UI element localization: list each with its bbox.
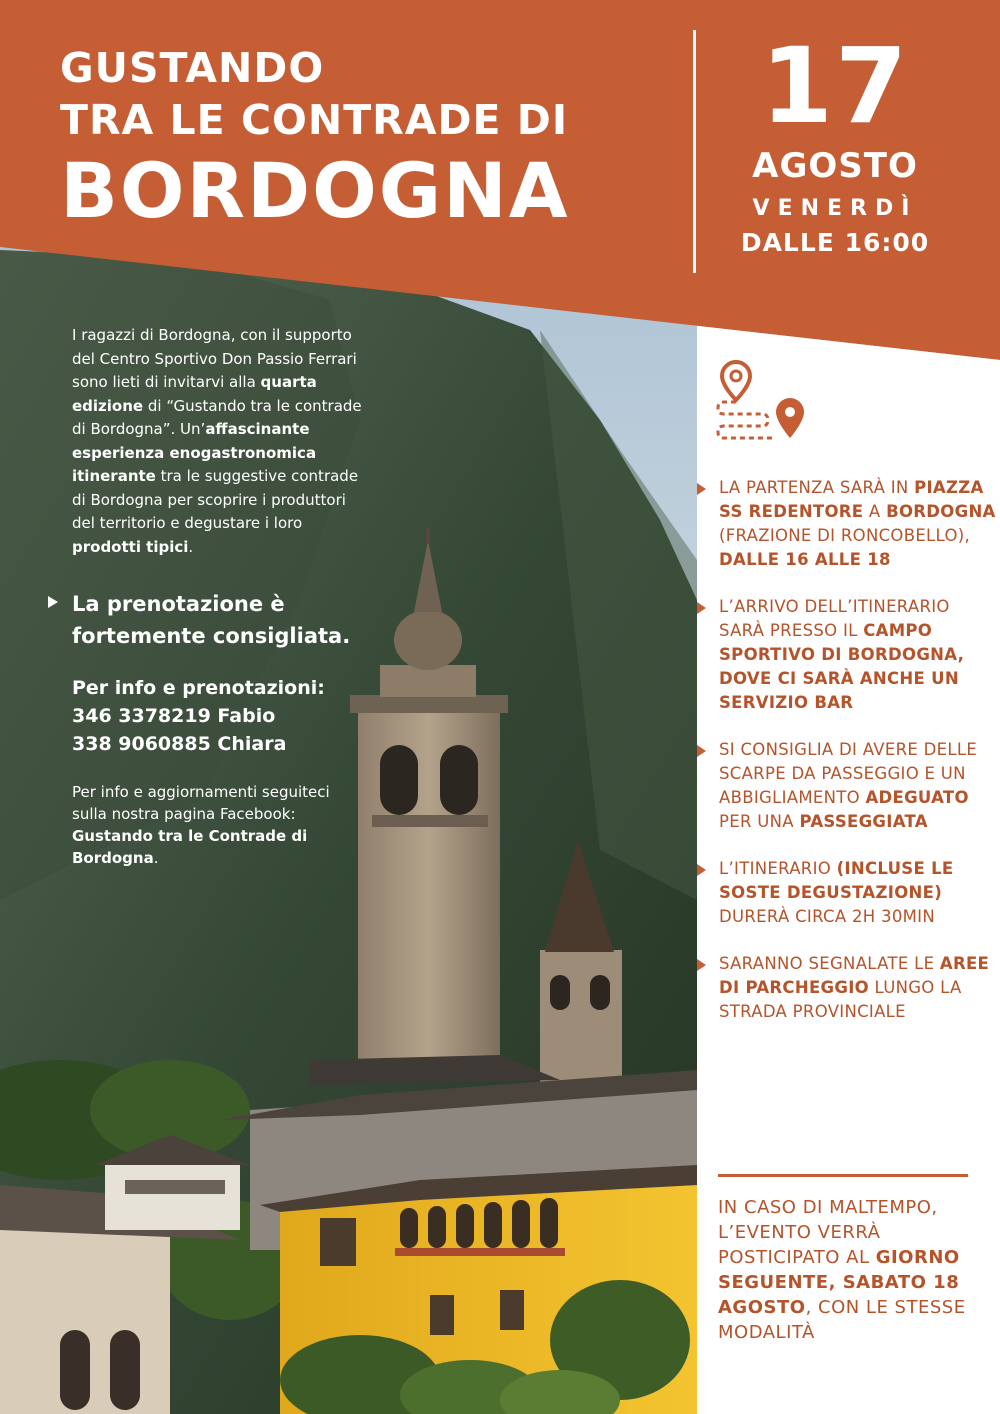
weather-text: , CON LE STESSE MODALITÀ <box>718 1297 966 1343</box>
info-text: LUNGO LA STRADA PROVINCIALE <box>719 978 962 1021</box>
title-line-2: TRA LE CONTRADE DI <box>60 96 569 144</box>
contacts-heading: Per info e prenotazioni: <box>72 677 325 699</box>
weather-note <box>718 1195 988 1345</box>
arrow-bullet-icon <box>697 864 706 876</box>
intro-bold: affascinante esperienza enogastronomica itinerante <box>72 420 317 485</box>
event-day: 17 <box>760 25 910 147</box>
info-text: L’ITINERARIO <box>719 859 837 878</box>
info-text: LA PARTENZA SARÀ IN <box>719 478 915 497</box>
info-bold: (INCLUSE LE SOSTE DEGUSTAZIONE) <box>719 859 954 902</box>
info-bold: ADEGUATO <box>865 788 969 807</box>
intro-part: tra le suggestive contrade di Bordogna per scoprire i produttori del territorio e degustare i loro <box>72 467 359 532</box>
right-panel-cap <box>697 326 1000 360</box>
info-text: PER UNA <box>719 812 800 831</box>
info-item-parking <box>697 952 1000 1024</box>
intro-part: I ragazzi di Bordogna, con il supporto del Centro Sportivo Don Passio Ferrari sono lieti di invitarvi alla <box>72 326 357 391</box>
info-item-shoes <box>697 738 1000 834</box>
header-divider <box>693 30 696 273</box>
event-month: AGOSTO <box>752 146 918 186</box>
date-block <box>700 25 970 260</box>
info-text: DURERÀ CIRCA 2H 30MIN <box>719 907 935 926</box>
info-bold: AREE DI PARCHEGGIO <box>719 954 990 997</box>
intro-part: . <box>188 537 194 556</box>
facebook-text: Per info e aggiornamenti seguiteci sulla nostra pagina Facebook: <box>72 783 330 823</box>
contacts-block <box>72 674 325 758</box>
contact-phone: 346 3378219 Fabio <box>72 705 276 727</box>
facebook-end: . <box>153 849 159 867</box>
info-bold: PIAZZA SS REDENTORE <box>719 478 984 521</box>
info-text: L’ARRIVO DELL’ITINERARIO SARÀ PRESSO IL <box>719 597 950 640</box>
weather-bold: GIORNO SEGUENTE, SABATO 18 AGOSTO <box>718 1247 960 1318</box>
header-banner <box>0 0 1000 360</box>
event-weekday: VENERDÌ <box>752 196 918 221</box>
info-text: A <box>863 502 887 521</box>
info-item-start <box>697 476 1000 572</box>
title-line-1: GUSTANDO <box>60 44 325 92</box>
info-bold: DALLE 16 ALLE 18 <box>719 550 891 569</box>
facebook-page-name: Gustando tra le Contrade di Bordogna <box>72 827 308 867</box>
intro-part: di “Gustando tra le contrade di Bordogna”. Un’ <box>72 396 362 438</box>
arrow-bullet-icon <box>697 959 706 971</box>
info-bold: BORDOGNA <box>886 502 996 521</box>
info-text: SI CONSIGLIA DI AVERE DELLE SCARPE DA PASSEGGIO E UN ABBIGLIAMENTO <box>719 740 978 807</box>
info-bold: PASSEGGIATA <box>799 812 928 831</box>
map-route-icon <box>714 358 814 452</box>
booking-note-text: La prenotazione è fortemente consigliata. <box>72 592 351 648</box>
info-item-duration <box>697 857 1000 929</box>
weather-text: IN CASO DI MALTEMPO, L’EVENTO VERRÀ POSTICIPATO AL <box>718 1197 938 1268</box>
triangle-bullet-icon <box>48 596 58 608</box>
arrow-bullet-icon <box>697 602 706 614</box>
arrow-bullet-icon <box>697 483 706 495</box>
title-main: BORDOGNA <box>60 146 570 235</box>
info-text: SARANNO SEGNALATE LE <box>719 954 940 973</box>
event-time: DALLE 16:00 <box>740 228 930 257</box>
info-bold: CAMPO SPORTIVO DI BORDOGNA, DOVE CI SARÀ ANCHE UN SERVIZIO BAR <box>719 621 965 712</box>
info-list <box>697 476 1000 1024</box>
contact-phone: 338 9060885 Chiara <box>72 733 287 755</box>
intro-text <box>72 324 372 559</box>
section-divider <box>718 1174 968 1177</box>
info-text: (FRAZIONE DI RONCOBELLO), <box>719 526 971 545</box>
info-item-arrival <box>697 595 1000 715</box>
booking-note <box>48 588 392 652</box>
arrow-bullet-icon <box>697 745 706 757</box>
intro-bold: prodotti tipici <box>72 537 189 556</box>
facebook-note <box>72 781 332 869</box>
intro-bold: quarta edizione <box>72 373 317 415</box>
